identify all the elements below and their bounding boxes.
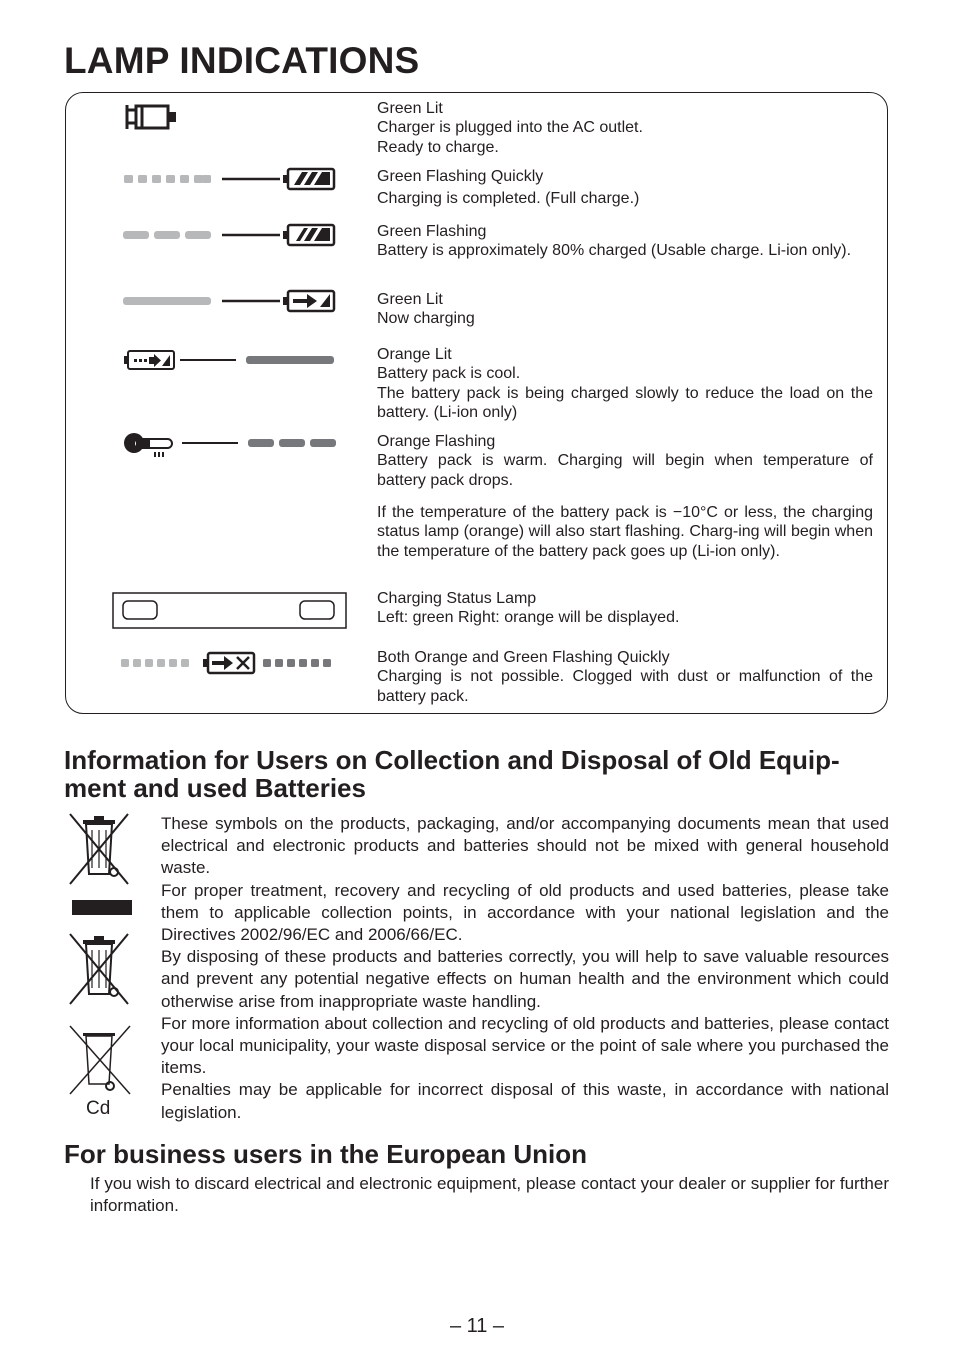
lamp-heading: Green Flashing Quickly bbox=[377, 168, 544, 185]
lamp-line: Battery pack is cool. bbox=[377, 365, 521, 383]
plug-icon bbox=[124, 102, 180, 132]
paragraph: These symbols on the products, packaging, and/or accompanying documents mean that used electrical and electronic products and batteries should not be mixed with general household waste. bbox=[161, 814, 889, 878]
crossed-bin-cd-icon bbox=[68, 1024, 134, 1096]
crossed-bin-icon bbox=[66, 930, 132, 1006]
lamp-heading: Green Flashing bbox=[377, 223, 487, 240]
paragraph: For proper treatment, recovery and recycling of old products and used batteries, please take them to applicable collection points, in accordance with your national legislation and the Directives 2002/96/EC and 2006/66/EC. bbox=[161, 880, 889, 945]
lamp-row-4 bbox=[377, 345, 873, 423]
disposal-heading: Information for Users on Collection and Disposal of Old Equip-ment and used Batteries bbox=[64, 745, 840, 803]
lamp-line: The battery pack is being charged slowly to reduce the load on the battery. (Li-ion only) bbox=[377, 384, 873, 422]
crossed-bin-icon bbox=[66, 810, 132, 886]
cd-label: Cd bbox=[86, 1098, 111, 1119]
lamp-line: Ready to charge. bbox=[377, 138, 499, 156]
business-heading: For business users in the European Union bbox=[64, 1139, 587, 1169]
full-battery-icon bbox=[122, 166, 338, 192]
paragraph: For more information about collection and recycling of old products and batteries, please contact your local municipality, your waste disposal service or the point of sale where you purchased the items. bbox=[161, 1013, 889, 1078]
lamp-heading: Green Lit bbox=[377, 291, 443, 308]
lamp-row-5 bbox=[377, 432, 873, 490]
lamp-heading: Charging Status Lamp bbox=[377, 590, 537, 607]
lamp-row-7 bbox=[377, 589, 873, 628]
charging-battery-icon bbox=[122, 288, 338, 314]
lamp-row-3 bbox=[377, 290, 873, 329]
paragraph: Penalties may be applicable for incorrect disposal of this waste, in accordance with national legislation. bbox=[161, 1080, 889, 1122]
partial-battery-icon bbox=[122, 222, 338, 248]
lamp-line: Battery pack is warm. Charging will begin when temperature of battery pack drops. bbox=[377, 452, 873, 489]
lamp-row-2 bbox=[377, 222, 873, 261]
lamp-heading: Orange Flashing bbox=[377, 433, 496, 450]
thermometer-icon bbox=[122, 430, 338, 460]
lamp-heading: Green Lit bbox=[377, 100, 443, 117]
error-battery-icon bbox=[120, 650, 340, 676]
lamp-line: Charger is plugged into the AC outlet. bbox=[377, 119, 643, 137]
lamp-line: Charging is not possible. Clogged with dust or malfunction of the battery pack. bbox=[377, 668, 873, 705]
paragraph: If you wish to discard electrical and electronic equipment, please contact your dealer or supplier for further information. bbox=[90, 1174, 889, 1216]
lamp-heading: Both Orange and Green Flashing Quickly bbox=[377, 649, 670, 666]
page-title: LAMP INDICATIONS bbox=[64, 40, 420, 81]
lamp-line: Now charging bbox=[377, 310, 475, 328]
lamp-row-6-note bbox=[377, 503, 873, 561]
lamp-line: Battery is approximately 80% charged (Usable charge. Li-ion only). bbox=[377, 242, 852, 260]
lamp-line: Left: green Right: orange will be displayed. bbox=[377, 609, 680, 627]
lamp-row-0 bbox=[377, 99, 873, 157]
page-number: – 11 – bbox=[449, 1315, 505, 1337]
lamp-row-1 bbox=[377, 167, 873, 209]
lamp-heading: Orange Lit bbox=[377, 346, 452, 363]
paragraph: By disposing of these products and batteries correctly, you will help to save valuable resources and prevent any potential negative effects on human health and the environment which could otherwise arise from inappropriate waste handling. bbox=[161, 947, 889, 1011]
disposal-text bbox=[161, 813, 889, 1124]
status-lamp-icon bbox=[112, 592, 348, 630]
lamp-line: Charging is completed. (Full charge.) bbox=[377, 190, 640, 208]
cool-battery-icon bbox=[122, 347, 338, 373]
lamp-line: If the temperature of the battery pack is −10°C or less, the charging status lamp (orange) will also start flashing. Charg-ing will begin when the temperature of the battery pack goes up (Li-ion only). bbox=[377, 504, 873, 560]
lamp-row-8 bbox=[377, 648, 873, 706]
business-text bbox=[90, 1173, 889, 1217]
black-bar bbox=[72, 900, 132, 915]
